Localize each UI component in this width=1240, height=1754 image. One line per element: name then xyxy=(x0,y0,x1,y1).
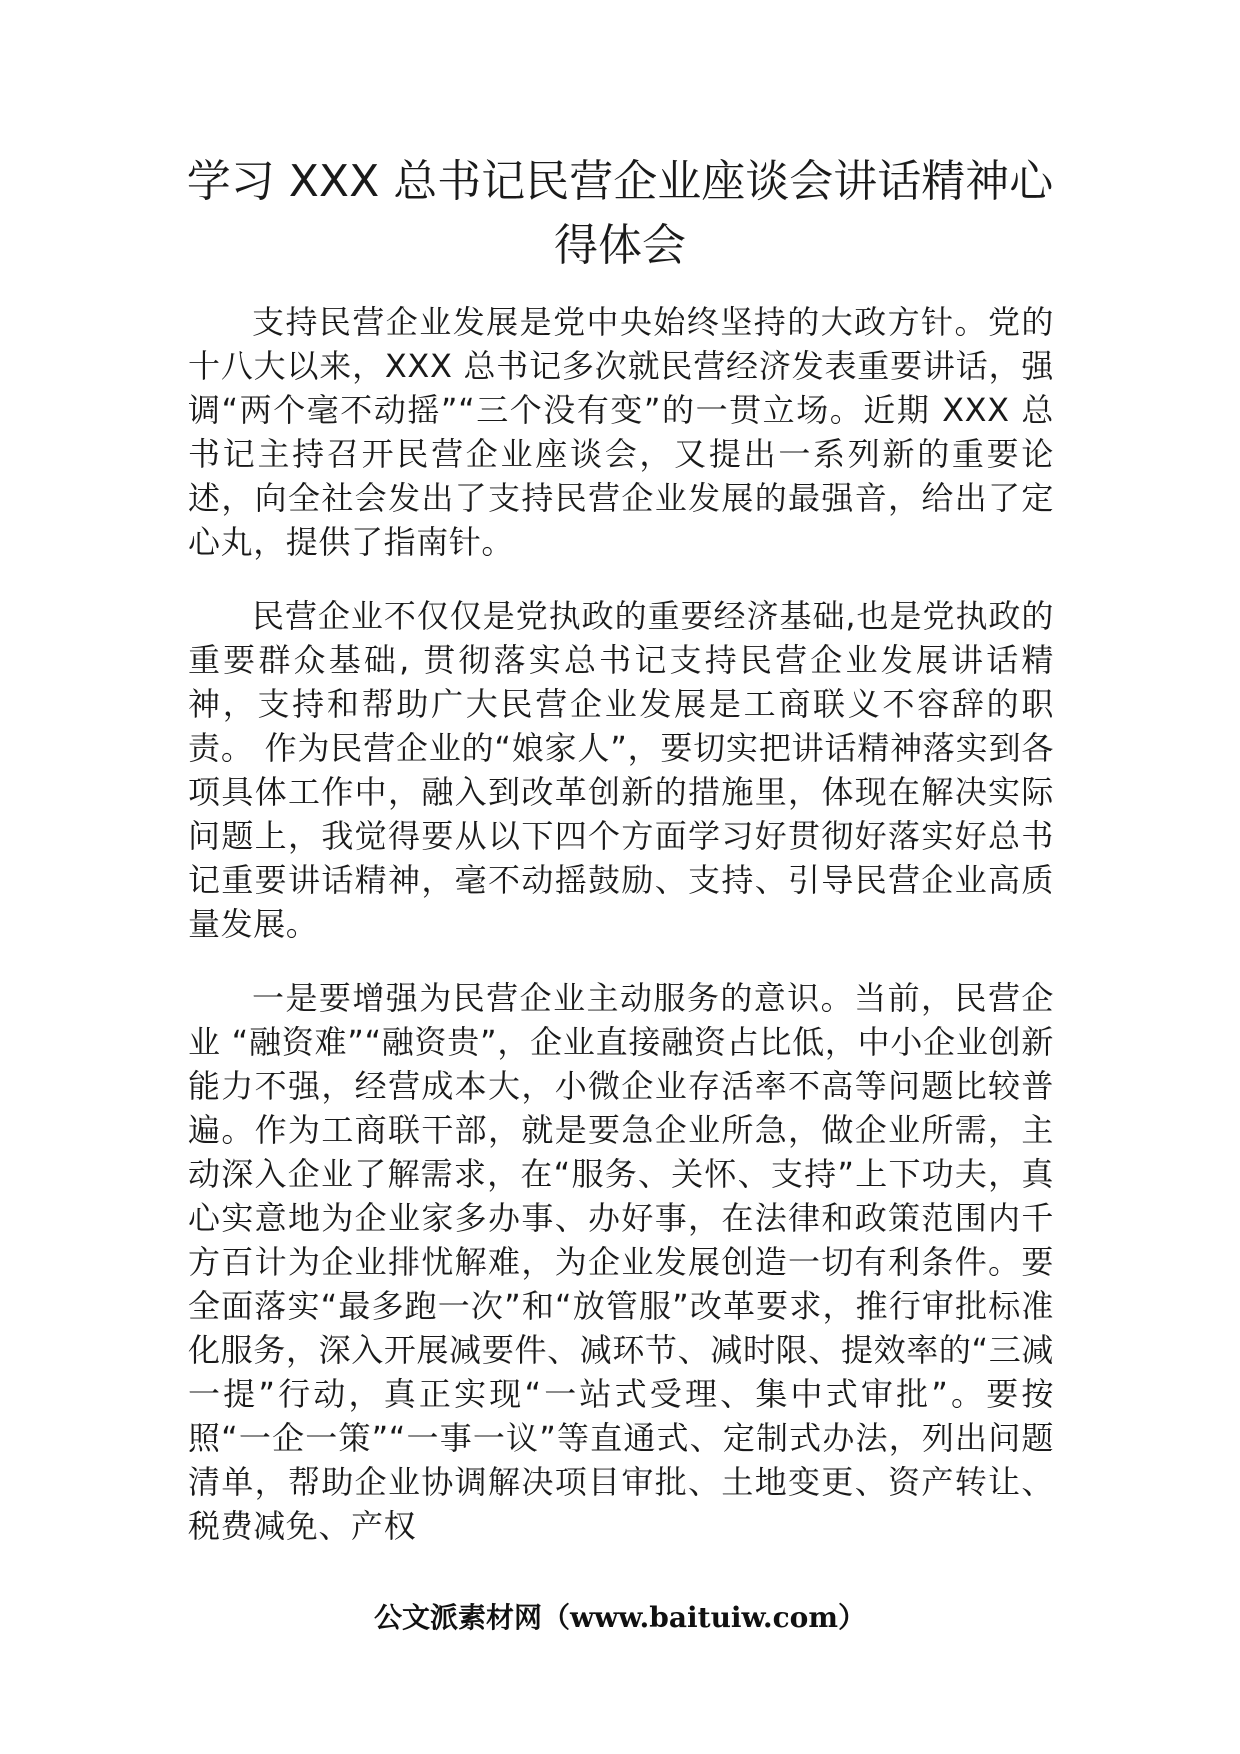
paragraph-second: 民营企业不仅仅是党执政的重要经济基础,也是党执政的重要群众基础, 贯彻落实总书记支持民营企业发展讲话精神，支持和帮助广大民营企业发展是工商联义不容辞的职责。 作为民营企业的“娘家人”，要切实把讲话精神落实到各项具体工作中，融入到改革创新的措施里，体现在解决实际问题上，我觉得要从以下四个方面学习好贯彻好落实好总书记重要讲话精神，毫不动摇鼓励、支持、引导民营企业高质量发展。 xyxy=(188,597,1054,943)
document-body xyxy=(188,300,1054,1578)
paragraph-third: 一是要增强为民营企业主动服务的意识。当前，民营企业 “融资难”“融资贵”，企业直接融资占比低，中小企业创新能力不强，经营成本大，小微企业存活率不高等问题比较普遍。作为工商联干部，就是要急企业所急，做企业所需，主动深入企业了解需求，在“服务、关怀、支持”上下功夫，真心实意地为企业家多办事、办好事，在法律和政策范围内千方百计为企业排忧解难，为企业发展创造一切有利条件。要全面落实“最多跑一次”和“放管服”改革要求，推行审批标准化服务，深入开展减要件、减环节、减时限、提效率的“三减一提”行动，真正实现“一站式受理、集中式审批”。要按照“一企一策”“一事一议”等直通式、定制式办法，列出问题清单，帮助企业协调解决项目审批、土地变更、资产转让、税费减免、产权 xyxy=(188,979,1054,1545)
document-title: 学习 XXX 总书记民营企业座谈会讲话精神心得体会 xyxy=(186,156,1054,271)
paragraph-intro: 支持民营企业发展是党中央始终坚持的大政方针。党的十八大以来，XXX 总书记多次就民营经济发表重要讲话，强调“两个毫不动摇”“三个没有变”的一贯立场。近期 XXX 总书记主持召开民营企业座谈会，又提出一系列新的重要论述，向全社会发出了支持民营企业发展的最强音，给出了定心丸，提供了指南针。 xyxy=(188,303,1054,561)
footer-source: 公文派素材网（www.baituiw.com） xyxy=(374,1601,866,1634)
